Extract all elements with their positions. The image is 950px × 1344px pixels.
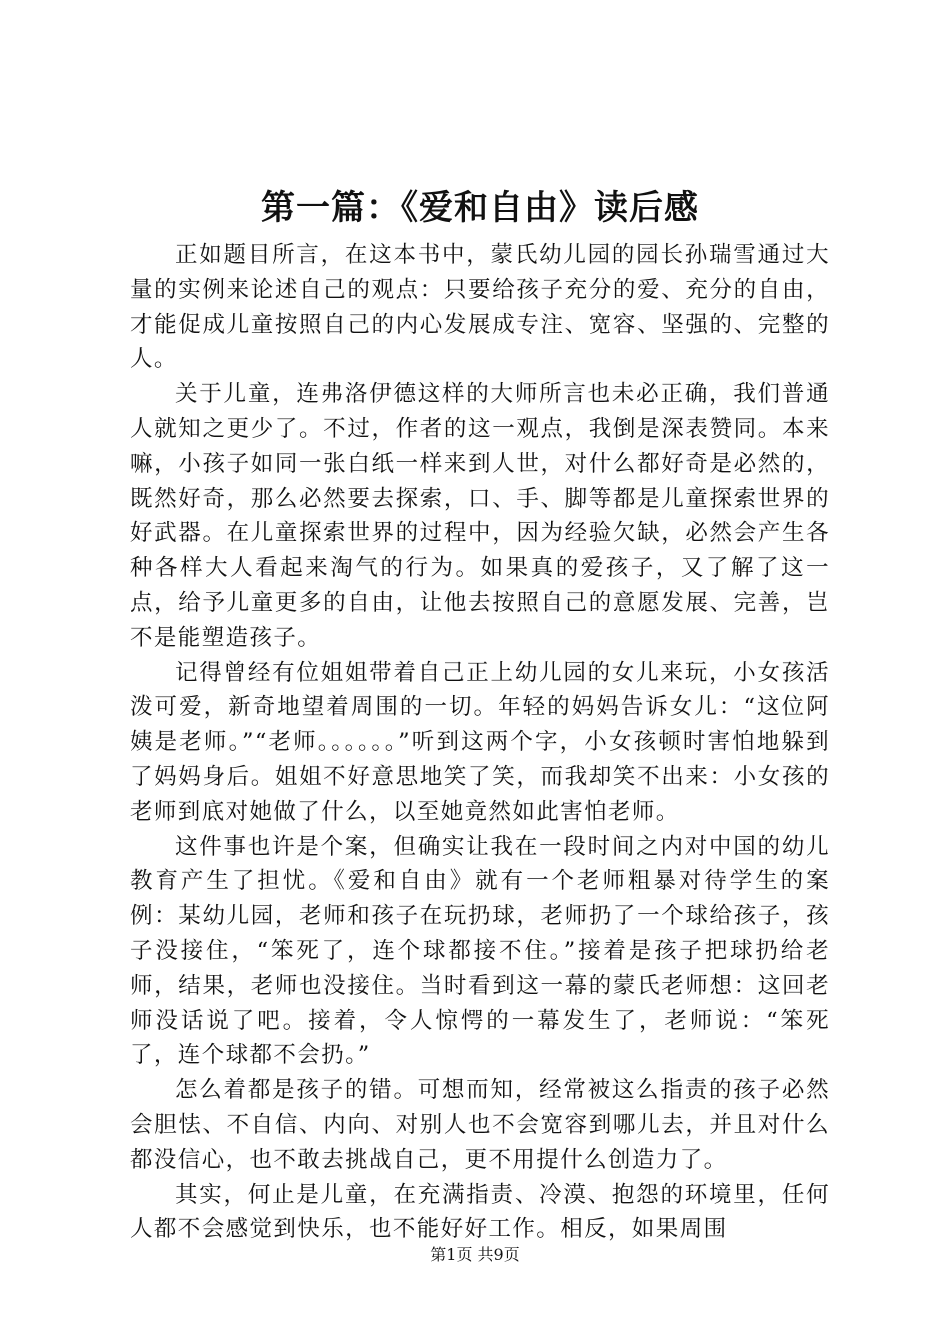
paragraph: 记得曾经有位姐姐带着自己正上幼儿园的女儿来玩，小女孩活泼可爱，新奇地望着周围的一切。年轻的妈妈告诉女儿：“这位阿姨是老师。”“老师。。。。。。”听到这两个字，小女孩顿时害怕地躲到了妈妈身后。姐姐不好意思地笑了笑，而我却笑不出来：小女孩的老师到底对她做了什么，以至她竟然如此害怕老师。	[130, 659, 830, 825]
document-body	[130, 238, 830, 1247]
paragraph: 这件事也许是个案，但确实让我在一段时间之内对中国的幼儿教育产生了担忧。《爱和自由》就有一个老师粗暴对待学生的案例：某幼儿园，老师和孩子在玩扔球，老师扔了一个球给孩子，孩子没接住，“笨死了，连个球都接不住。”接着是孩子把球扔给老师，结果，老师也没接住。当时看到这一幕的蒙氏老师想：这回老师没话说了吧。接着，令人惊愕的一幕发生了，老师说：“笨死了，连个球都不会扔。”	[130, 833, 830, 1069]
paragraph: 关于儿童，连弗洛伊德这样的大师所言也未必正确，我们普通人就知之更少了。不过，作者的这一观点，我倒是深表赞同。本来嘛，小孩子如同一张白纸一样来到人世，对什么都好奇是必然的，既然好奇，那么必然要去探索，口、手、脚等都是儿童探索世界的好武器。在儿童探索世界的过程中，因为经验欠缺，必然会产生各种各样大人看起来淘气的行为。如果真的爱孩子，又了解了这一点，给予儿童更多的自由，让他去按照自己的意愿发展、完善，岂不是能塑造孩子。	[130, 381, 830, 651]
paragraph: 其实，何止是儿童，在充满指责、冷漠、抱怨的环境里，任何人都不会感觉到快乐，也不能好好工作。相反，如果周围	[130, 1181, 830, 1243]
document-title: 第一篇：《爱和自由》读后感	[261, 188, 699, 228]
paragraph: 正如题目所言，在这本书中，蒙氏幼儿园的园长孙瑞雪通过大量的实例来论述自己的观点：只要给孩子充分的爱、充分的自由，才能促成儿童按照自己的内心发展成专注、宽容、坚强的、完整的人。	[130, 242, 830, 373]
page-footer: 第1页 共9页	[430, 1245, 520, 1264]
paragraph: 怎么着都是孩子的错。可想而知，经常被这么指责的孩子必然会胆怯、不自信、内向、对别人也不会宽容到哪儿去，并且对什么都没信心，也不敢去挑战自己，更不用提什么创造力了。	[130, 1077, 830, 1173]
